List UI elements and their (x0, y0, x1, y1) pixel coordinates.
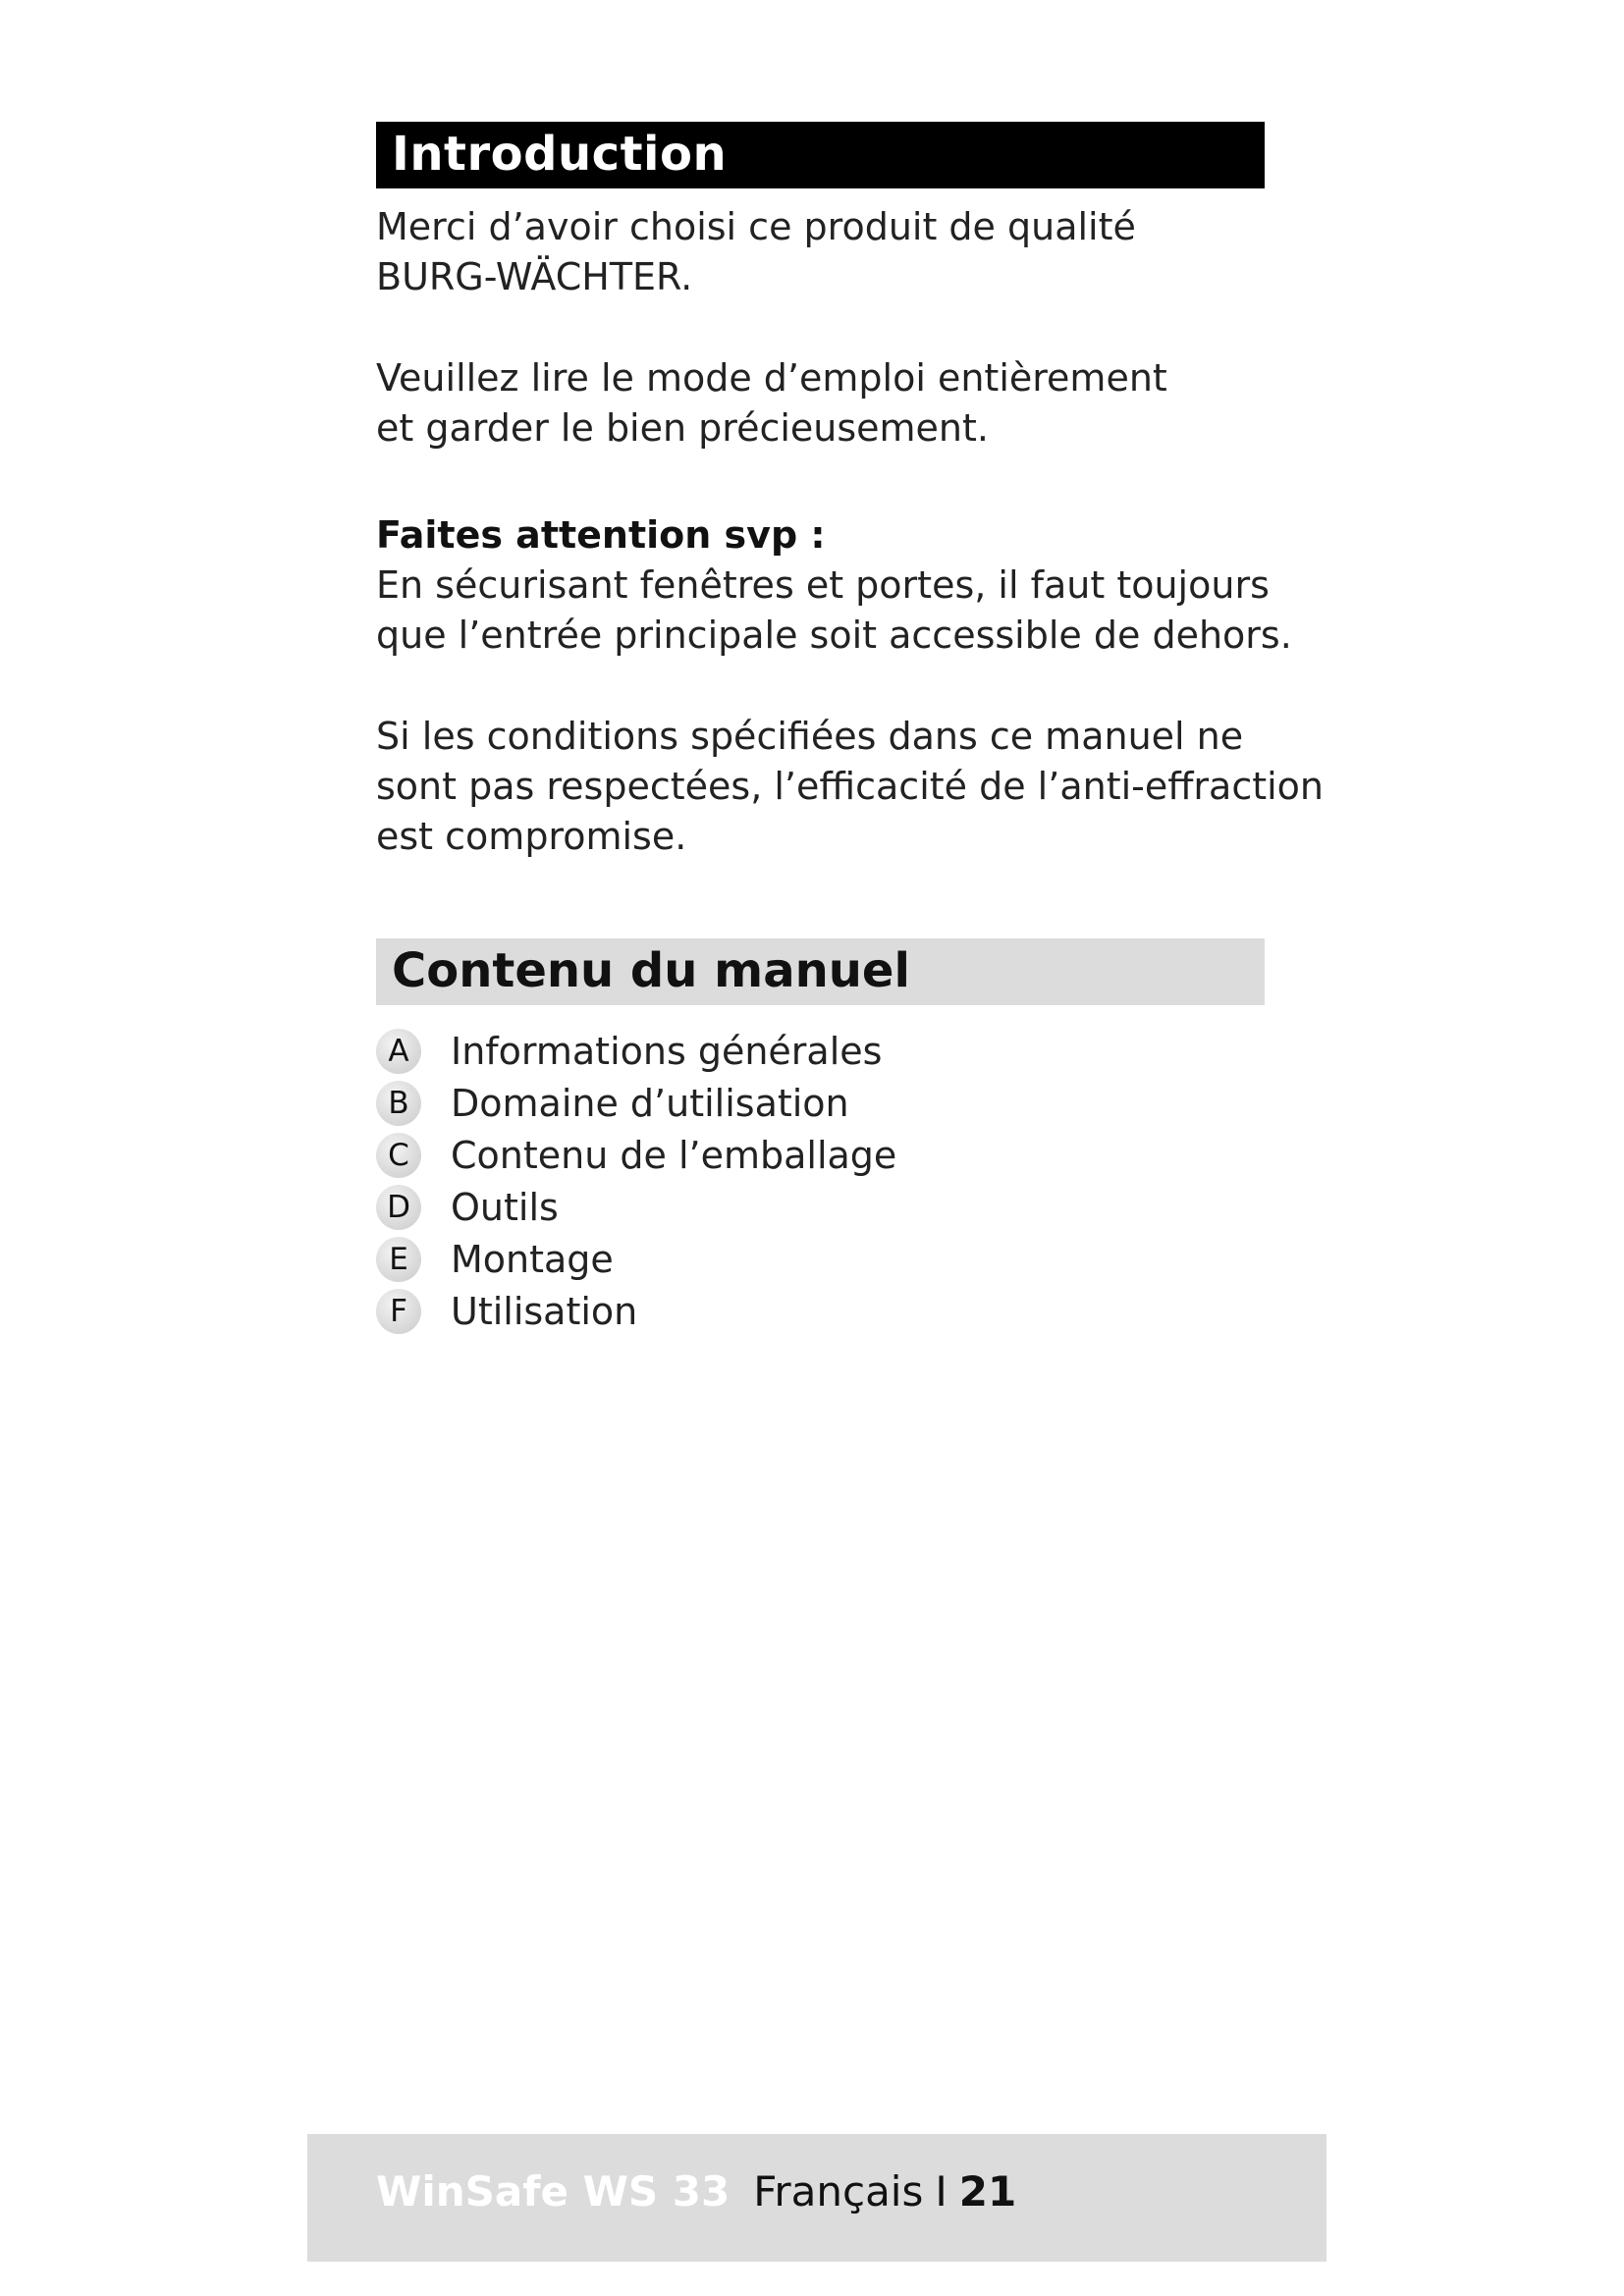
toc-item (376, 1181, 1265, 1233)
toc-item (376, 1233, 1265, 1285)
footer-separator: I (935, 2167, 947, 2216)
toc-item-label: Domaine d’utilisation (451, 1081, 849, 1125)
toc-letter-badge: C (376, 1133, 421, 1178)
toc-letter-badge: D (376, 1185, 421, 1230)
text-line: BURG-WÄCHTER. (376, 255, 693, 298)
toc-item (376, 1077, 1265, 1129)
text-line: et garder le bien précieusement. (376, 406, 989, 450)
text-line: Si les conditions spécifiées dans ce manuel ne (376, 715, 1244, 758)
text-line: que l’entrée principale soit accessible de dehors. (376, 614, 1292, 657)
introduction-heading: Introduction (376, 122, 1265, 188)
toc-letter-badge: E (376, 1237, 421, 1282)
text-line: sont pas respectées, l’efficacité de l’anti-effraction (376, 765, 1325, 808)
text-line: est compromise. (376, 815, 687, 858)
text-line: En sécurisant fenêtres et portes, il faut toujours (376, 563, 1270, 607)
toc-item (376, 1129, 1265, 1181)
text-line: Merci d’avoir choisi ce produit de qualité (376, 205, 1136, 248)
page-number: 21 (958, 2167, 1017, 2216)
toc-letter-badge: B (376, 1081, 421, 1126)
intro-paragraph-1 (376, 202, 1265, 302)
intro-paragraph-2 (376, 353, 1265, 454)
toc-letter-badge: A (376, 1029, 421, 1074)
toc-item (376, 1025, 1265, 1077)
text-line: Veuillez lire le mode d’emploi entièrement (376, 356, 1167, 400)
toc-item (376, 1285, 1265, 1337)
toc-item-label: Contenu de l’emballage (451, 1133, 897, 1177)
page-footer (307, 2134, 1326, 2262)
intro-paragraph-4 (376, 712, 1325, 862)
footer-text (376, 2167, 1016, 2216)
page-content (376, 122, 1325, 1337)
contents-heading: Contenu du manuel (376, 938, 1265, 1005)
footer-product-name: WinSafe WS 33 (376, 2167, 731, 2216)
footer-language: Français (753, 2167, 924, 2216)
toc-item-label: Outils (451, 1185, 559, 1229)
toc-item-label: Utilisation (451, 1289, 638, 1333)
warning-paragraph (376, 561, 1292, 661)
table-of-contents (376, 1025, 1265, 1337)
toc-item-label: Montage (451, 1237, 614, 1281)
toc-item-label: Informations générales (451, 1029, 883, 1073)
toc-letter-badge: F (376, 1289, 421, 1334)
warning-title: Faites attention svp : (376, 513, 826, 557)
